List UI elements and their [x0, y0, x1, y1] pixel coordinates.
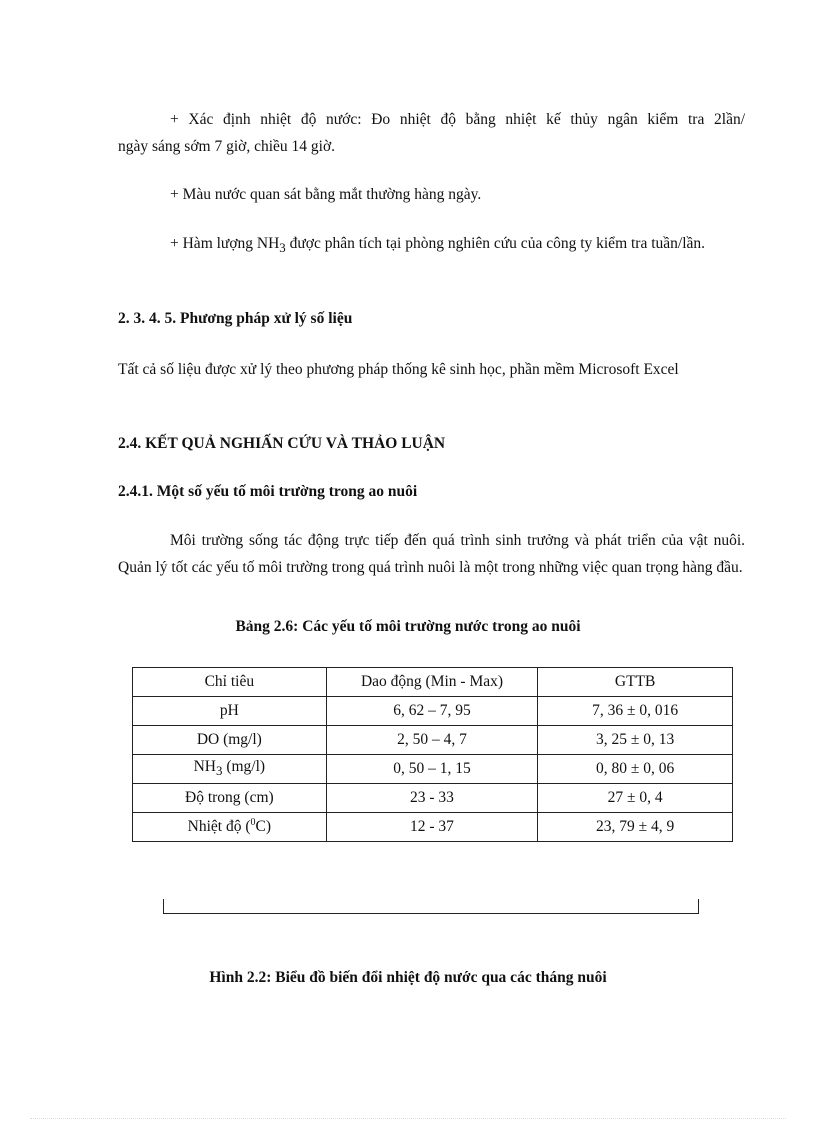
chart-placeholder-frame — [163, 899, 699, 914]
section-heading-results: 2.4. KẾT QUẢ NGHIẤN CỨU VÀ THẢO LUẬN — [118, 435, 446, 452]
text-segment: Nhiệt độ ( — [187, 818, 251, 836]
paragraph-nh3-method — [118, 230, 745, 261]
text-segment: + Hàm lượng NH — [170, 235, 280, 252]
table-cell-range: 23 - 33 — [326, 784, 538, 813]
table-cell-parameter: DO (mg/l) — [133, 726, 327, 755]
text-segment: (mg/l) — [222, 758, 266, 776]
table-caption: Bảng 2.6: Các yếu tố môi trường nước trong ao nuôi — [235, 618, 581, 635]
table-cell-parameter — [133, 755, 327, 784]
table-header-cell: GTTB — [538, 668, 733, 697]
table-row — [133, 755, 733, 784]
table-cell-mean: 3, 25 ± 0, 13 — [538, 726, 733, 755]
table-cell-parameter: pH — [133, 697, 327, 726]
environment-table — [132, 667, 733, 842]
subscript: 3 — [215, 763, 223, 779]
table-row — [133, 726, 733, 755]
paragraph-line: ngày sáng sớm 7 giờ, chiều 14 giờ. — [118, 138, 336, 155]
text-segment: C) — [255, 818, 272, 836]
section-heading-data-processing: 2. 3. 4. 5. Phương pháp xử lý số liệu — [118, 310, 353, 327]
table-cell-range: 2, 50 – 4, 7 — [326, 726, 538, 755]
paragraph-water-color: + Màu nước quan sát bằng mắt thường hàng ngày. — [170, 186, 482, 203]
text-segment: được phân tích tại phòng nghiên cứu của công ty kiểm tra tuần/lần. — [285, 235, 706, 252]
figure-caption: Hình 2.2: Biểu đồ biến đổi nhiệt độ nước qua các tháng nuôi — [209, 969, 607, 986]
table-cell-range: 12 - 37 — [326, 813, 538, 842]
subsection-heading-environment: 2.4.1. Một số yếu tố môi trường trong ao nuôi — [118, 483, 418, 500]
table-cell-mean: 0, 80 ± 0, 06 — [538, 755, 733, 784]
paragraph-temperature-method — [118, 106, 745, 160]
text-segment: NH — [193, 758, 216, 776]
paragraph-line: + Xác định nhiệt độ nước: Đo nhiệt độ bằng nhiệt kế thủy ngân kiểm tra 2lần/ — [170, 111, 745, 128]
table-cell-parameter: Độ trong (cm) — [133, 784, 327, 813]
table-row — [133, 784, 733, 813]
superscript: 0 — [250, 817, 256, 829]
paragraph-environment: Môi trường sống tác động trực tiếp đến quá trình sinh trưởng và phát triển của vật nuôi. Quản lý tốt các yếu tố môi trường trong quá trình nuôi là một trong những việc quan trọng hàng đầu. — [118, 532, 745, 576]
page-bottom-divider — [30, 1118, 786, 1119]
table-header-cell: Dao động (Min - Max) — [326, 668, 538, 697]
table-cell-parameter — [133, 813, 327, 842]
table-row — [133, 813, 733, 842]
table-cell-mean: 27 ± 0, 4 — [538, 784, 733, 813]
paragraph-data-processing: Tất cả số liệu được xử lý theo phương pháp thống kê sinh học, phần mềm Microsoft Excel — [118, 361, 679, 378]
table-cell-mean: 23, 79 ± 4, 9 — [538, 813, 733, 842]
table-row — [133, 697, 733, 726]
table-header-row — [133, 668, 733, 697]
table-cell-range: 6, 62 – 7, 95 — [326, 697, 538, 726]
table-header-cell: Chỉ tiêu — [133, 668, 327, 697]
table-cell-mean: 7, 36 ± 0, 016 — [538, 697, 733, 726]
table-cell-range: 0, 50 – 1, 15 — [326, 755, 538, 784]
subscript: 3 — [279, 240, 286, 256]
